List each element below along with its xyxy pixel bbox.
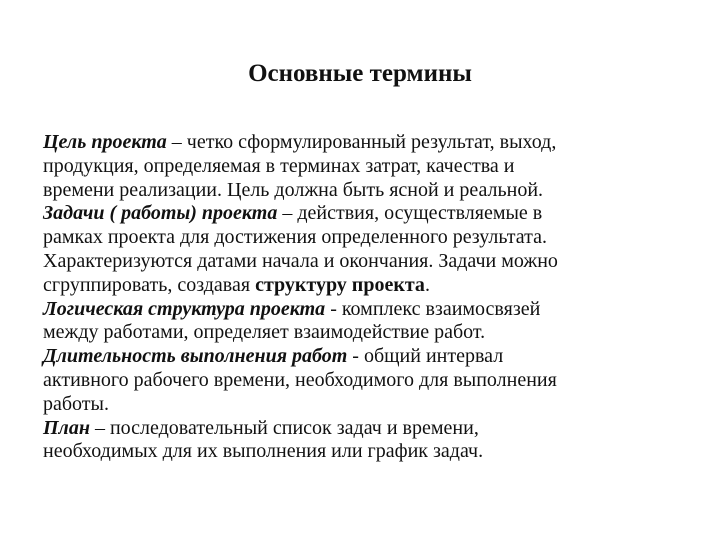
text-line — [43, 179, 693, 203]
line-text: времени реализации. Цель должна быть ясной и реальной. — [43, 178, 544, 201]
text-line — [43, 298, 693, 322]
text-line — [43, 155, 693, 179]
text-line — [43, 250, 693, 274]
line-text: активного рабочего времени, необходимого для выполнения — [43, 368, 557, 391]
term-logical-structure: Логическая структура проекта — [43, 297, 326, 320]
slide-title: Основные термины — [248, 60, 472, 87]
line-text: - общий интервал — [347, 345, 504, 368]
text-line — [43, 345, 693, 369]
line-text: продукция, определяемая в терминах затрат, качества и — [43, 154, 515, 177]
term-duration: Длительность выполнения работ — [43, 345, 348, 368]
line-text: - комплекс взаимосвязей — [325, 297, 541, 320]
text-line — [43, 131, 693, 155]
text-line — [43, 321, 693, 345]
line-text: рамках проекта для достижения определенного результата. — [43, 226, 547, 249]
line-text: необходимых для их выполнения или график задач. — [43, 440, 484, 463]
line-text: работы. — [43, 392, 109, 415]
line-text: между работами, определяет взаимодействие работ. — [43, 321, 486, 344]
line-text: – последовательный список задач и времени, — [89, 416, 479, 439]
text-line — [43, 393, 693, 417]
text-line — [43, 417, 693, 441]
term-goal: Цель проекта — [43, 131, 167, 153]
term-tasks: Задачи ( работы) проекта — [43, 202, 283, 225]
text-line — [43, 440, 693, 464]
term-plan: План — [43, 416, 90, 439]
text-line — [43, 202, 693, 226]
text-line — [43, 369, 693, 393]
line-tail: . — [424, 273, 430, 296]
line-text: – действия, осуществляемые в — [282, 202, 543, 225]
line-text: Характеризуются датами начала и окончания. Задачи можно — [43, 249, 558, 272]
strong-phrase: структуру проекта — [255, 273, 425, 296]
terms-content — [43, 131, 693, 464]
text-line — [43, 226, 693, 250]
line-text: – четко сформулированный результат, выход, — [166, 131, 557, 153]
text-line — [43, 274, 693, 298]
line-text: сгруппировать, создавая — [43, 273, 256, 296]
